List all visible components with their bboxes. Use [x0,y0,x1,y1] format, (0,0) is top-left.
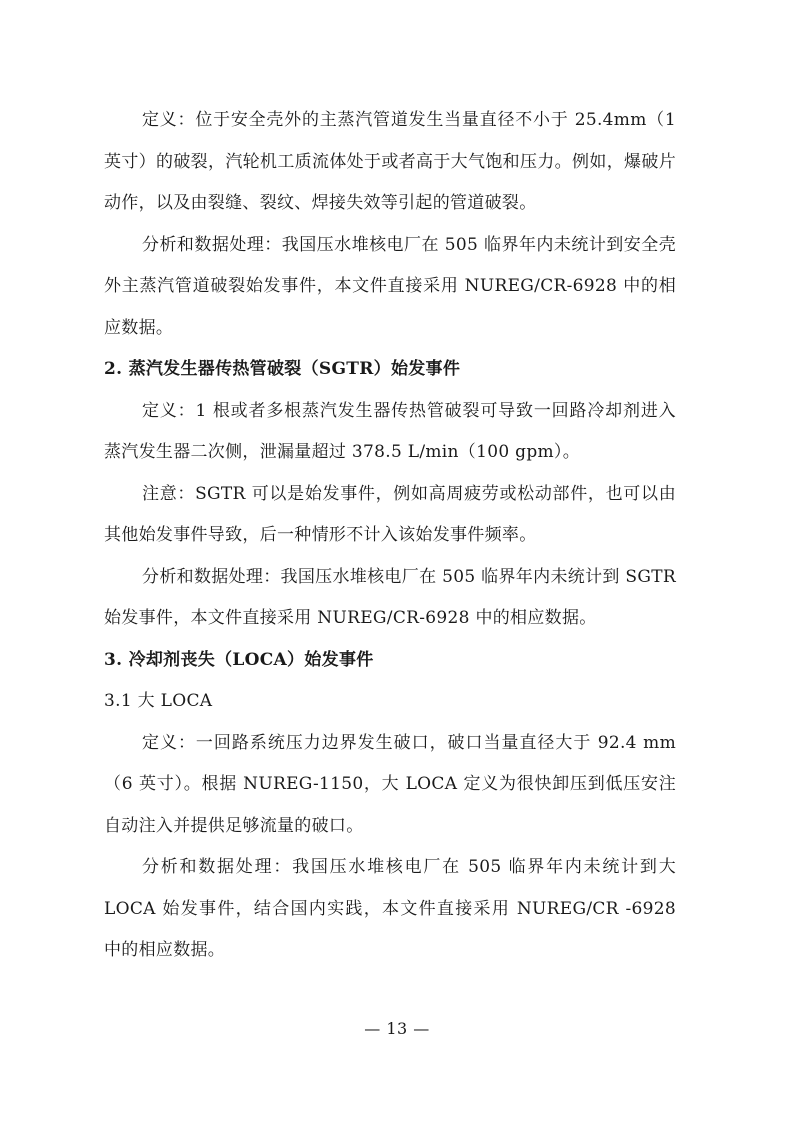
document-body [104,100,676,972]
section-heading-loca: 3. 冷却剂丧失（LOCA）始发事件 [104,649,374,670]
section-heading-sgtr: 2. 蒸汽发生器传热管破裂（SGTR）始发事件 [104,359,461,379]
paragraph-msl-analysis: 分析和数据处理：我国压水堆核电厂在 505 临界年内未统计到安全壳外主蒸汽管道破裂始发事件，本文件直接采用 NUREG/CR-6928 中的相应数据。 [104,234,676,338]
page-number: — 13 — [364,1019,430,1038]
paragraph-msl-definition: 定义：位于安全壳外的主蒸汽管道发生当量直径不小于 25.4mm（1 英寸）的破裂，汽轮机工质流体处于或者高于大气饱和压力。例如，爆破片动作，以及由裂缝、裂纹、焊接失效等引起的管道破裂。 [104,110,676,213]
paragraph-loca-analysis: 分析和数据处理：我国压水堆核电厂在 505 临界年内未统计到大 LOCA 始发事件，结合国内实践，本文件直接采用 NUREG/CR -6928 中的相应数据。 [104,857,676,960]
paragraph-loca-definition: 定义：一回路系统压力边界发生破口，破口当量直径大于 92.4 mm（6 英寸）。根据 NUREG-1150，大 LOCA 定义为很快卸压到低压安注自动注入并提供足够流量的破口。 [104,732,676,836]
paragraph-sgtr-note: 注意：SGTR 可以是始发事件，例如高周疲劳或松动部件，也可以由其他始发事件导致，后一种情形不计入该始发事件频率。 [104,483,676,545]
subsection-heading-large-loca: 3.1 大 LOCA [104,691,213,711]
paragraph-sgtr-analysis: 分析和数据处理：我国压水堆核电厂在 505 临界年内未统计到 SGTR 始发事件，本文件直接采用 NUREG/CR-6928 中的相应数据。 [104,566,676,628]
paragraph-sgtr-definition: 定义：1 根或者多根蒸汽发生器传热管破裂可导致一回路冷却剂进入蒸汽发生器二次侧，泄漏量超过 378.5 L/min（100 gpm）。 [104,400,676,462]
